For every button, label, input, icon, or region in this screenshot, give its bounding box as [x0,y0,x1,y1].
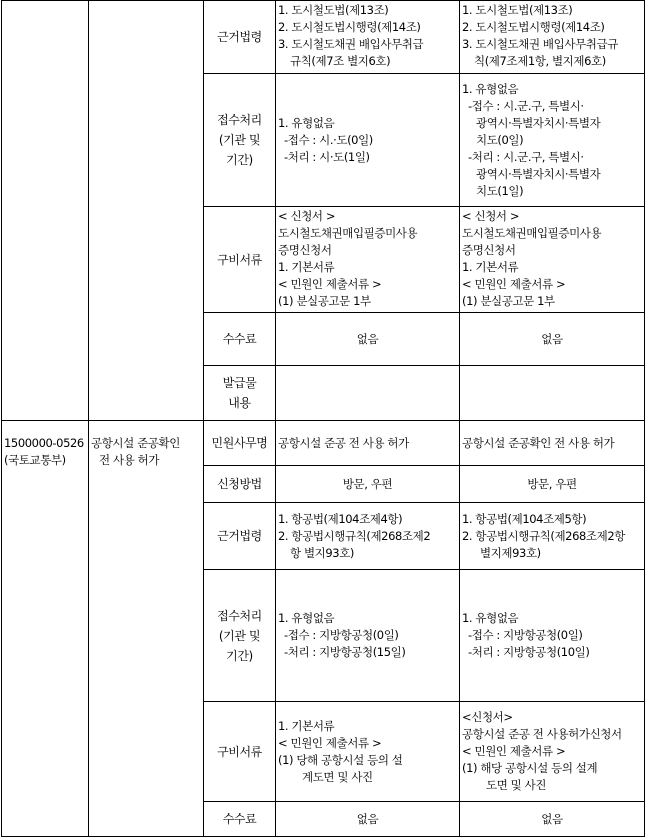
civil-affairs-table [1,0,645,837]
name-cell-b: 공항시설 준공확인 전 사용 허가 [89,421,204,837]
fee-right: 없음 [460,313,645,366]
label-legal-basis: 근거법령 [204,1,276,74]
issued-right [460,366,645,421]
fee-left: 없음 [276,313,460,366]
fee-b-right: 없음 [460,802,645,837]
affair-left: 공항시설 준공 전 사용 허가 [276,421,460,466]
label-affair: 민원사무명 [204,421,276,466]
code-cell-a [2,1,89,421]
row-legal-basis-a [2,1,645,74]
name-cell-a [89,1,204,421]
issued-left [276,366,460,421]
affair-right: 공항시설 준공확인 전 사용 허가 [460,421,645,466]
documents-b-left: 1. 기본서류 < 민원인 제출서류 > (1) 당해 공항시설 등의 설 계도면 및 사진 [276,702,460,802]
label-issued: 발급물 내용 [204,366,276,421]
processing-right: 1. 유형없음 -접수 : 시.군.구, 특별시· 광역시·특별자치시·특별자 치도(0일) -처리 : 시.군.구, 특별시· 광역시·특별자치시·특별자 치도(1일) [460,74,645,207]
label-processing-b: 접수처리 (기관 및 기간) [204,570,276,702]
legal-basis-b-right: 1. 항공법(제104조제5항) 2. 항공법시행규칙(제268조제2항 별지제93호) [460,503,645,570]
legal-basis-b-left: 1. 항공법(제104조제4항) 2. 항공법시행규칙(제268조제2 항 별지93호) [276,503,460,570]
method-right: 방문, 우편 [460,466,645,503]
fee-b-left: 없음 [276,802,460,837]
legal-basis-left: 1. 도시철도법(제13조) 2. 도시철도법시행령(제14조) 3. 도시철도채권 배입사무취급 규칙(제7조 별지6호) [276,1,460,74]
processing-left: 1. 유형없음 -접수 : 시.·도(0일) -처리 : 시·도(1일) [276,74,460,207]
documents-left: < 신청서 > 도시철도채권매입필증미사용 증명신청서 1. 기본서류 < 민원인 제출서류 > (1) 분실공고문 1부 [276,207,460,313]
label-processing: 접수처리 (기관 및 기간) [204,74,276,207]
documents-b-right: <신청서> 공항시설 준공 전 사용허가신청서 < 민원인 제출서류 > (1) 해당 공항시설 등의 설계 도면 및 사진 [460,702,645,802]
processing-b-left: 1. 유형없음 -접수 : 지방항공청(0일) -처리 : 지방항공청(15일) [276,570,460,702]
label-legal-basis-b: 근거법령 [204,503,276,570]
label-method: 신청방법 [204,466,276,503]
legal-basis-right: 1. 도시철도법(제13조) 2. 도시철도법시행령(제14조) 3. 도시철도채권 배입사무취급규 칙(제7조제1항, 별지제6호) [460,1,645,74]
label-fee: 수수료 [204,313,276,366]
row-affair-b [2,421,645,466]
documents-right: < 신청서 > 도시철도채권매입필증미사용 증명신청서 1. 기본서류 < 민원인 제출서류 > (1) 분실공고문 1부 [460,207,645,313]
label-documents-b: 구비서류 [204,702,276,802]
processing-b-right: 1. 유형없음 -접수 : 지방항공청(0일) -처리 : 지방항공청(10일) [460,570,645,702]
code-cell-b: 1500000-0526 (국토교통부) [2,421,89,837]
method-left: 방문, 우편 [276,466,460,503]
label-documents: 구비서류 [204,207,276,313]
label-fee-b: 수수료 [204,802,276,837]
